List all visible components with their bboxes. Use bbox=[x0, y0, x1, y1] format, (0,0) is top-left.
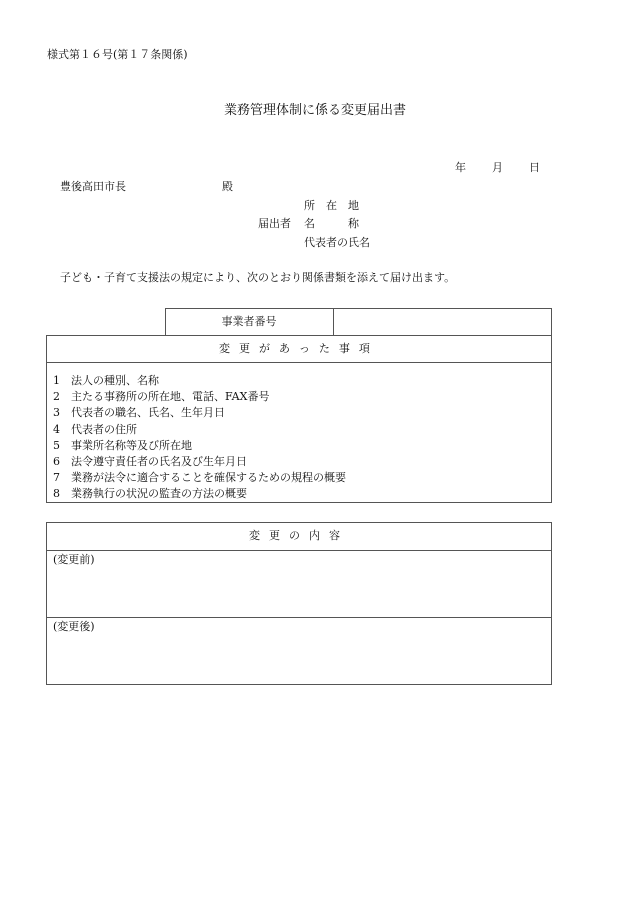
date-day-label: 日 bbox=[529, 161, 540, 174]
change-content-middle-divider bbox=[46, 617, 552, 618]
item-number: 5 bbox=[53, 438, 60, 452]
item-number: 4 bbox=[53, 422, 60, 436]
date-month-label: 月 bbox=[492, 161, 503, 174]
item-text: 代表者の住所 bbox=[71, 422, 137, 436]
change-content-header-divider bbox=[46, 550, 552, 551]
item-number: 6 bbox=[53, 454, 60, 468]
before-change-field[interactable] bbox=[53, 570, 543, 614]
form-number: 様式第１６号(第１７条関係) bbox=[47, 48, 188, 61]
item-number: 8 bbox=[53, 487, 60, 501]
business-number-label: 事業者番号 bbox=[221, 315, 277, 328]
statement-text: 子ども・子育て支援法の規定により、次のとおり関係書類を添えて届け出ます。 bbox=[60, 271, 456, 284]
before-change-label: (変更前) bbox=[53, 553, 95, 566]
item-number: 3 bbox=[53, 406, 60, 420]
item-text: 法令遵守責任者の氏名及び生年月日 bbox=[71, 454, 247, 468]
list-item bbox=[53, 470, 346, 486]
list-item bbox=[53, 438, 346, 454]
address-label: 所 在 地 bbox=[304, 199, 359, 212]
business-number-divider bbox=[333, 308, 334, 336]
change-content-header: 変更の内容 bbox=[249, 529, 349, 542]
list-item bbox=[53, 486, 346, 502]
item-text: 代表者の職名、氏名、生年月日 bbox=[71, 406, 225, 420]
notifier-label: 届出者 bbox=[258, 217, 291, 230]
item-number: 2 bbox=[53, 390, 60, 404]
list-item bbox=[53, 422, 346, 438]
after-change-label: (変更後) bbox=[53, 620, 95, 633]
item-text: 業務が法令に適合することを確保するための規程の概要 bbox=[71, 471, 346, 485]
item-text: 業務執行の状況の監査の方法の概要 bbox=[71, 487, 247, 501]
changed-items-header-divider bbox=[46, 362, 552, 363]
addressee-name: 豊後高田市長 bbox=[60, 180, 126, 193]
changed-items-header: 変更があった事項 bbox=[219, 342, 379, 355]
item-text: 法人の種別、名称 bbox=[71, 374, 159, 387]
item-number: 1 bbox=[53, 374, 60, 387]
date-year-label: 年 bbox=[455, 161, 466, 174]
page-title: 業務管理体制に係る変更届出書 bbox=[223, 103, 406, 118]
item-text: 主たる事務所の所在地、電話、FAX番号 bbox=[71, 390, 270, 404]
name-label: 名 称 bbox=[304, 217, 359, 230]
after-change-field[interactable] bbox=[53, 637, 543, 681]
list-item bbox=[53, 454, 346, 470]
list-item bbox=[53, 389, 346, 405]
changed-items-list bbox=[53, 373, 346, 503]
representative-label: 代表者の氏名 bbox=[304, 236, 370, 249]
item-number: 7 bbox=[53, 471, 60, 485]
item-text: 事業所名称等及び所在地 bbox=[71, 438, 192, 452]
addressee-honorific: 殿 bbox=[222, 180, 233, 193]
list-item bbox=[53, 373, 346, 389]
list-item bbox=[53, 405, 346, 421]
